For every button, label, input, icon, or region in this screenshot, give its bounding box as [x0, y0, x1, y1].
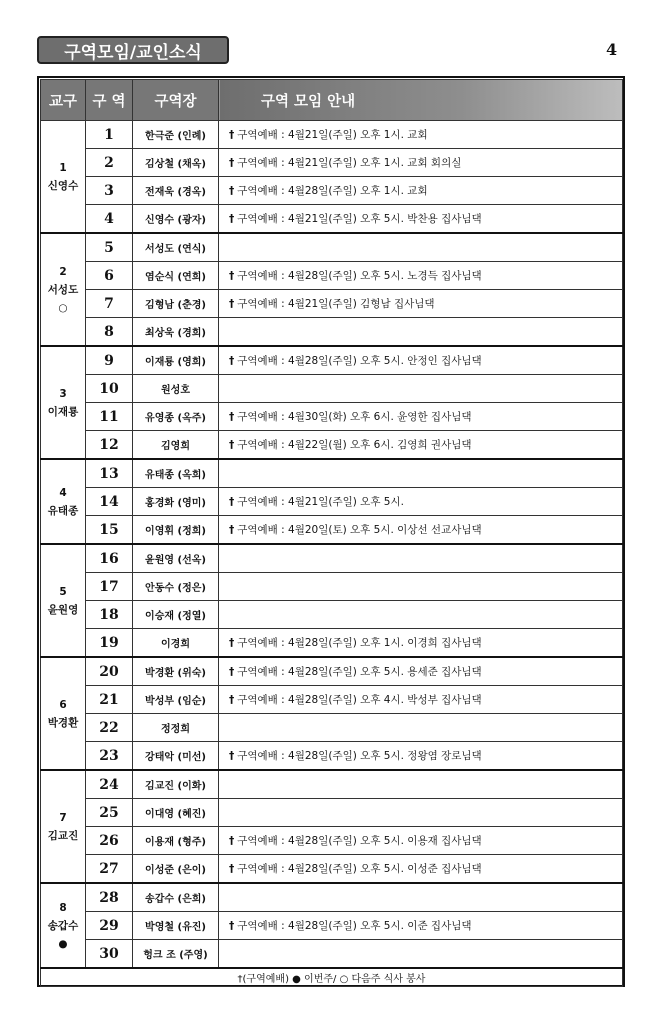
cross-icon: † — [229, 129, 235, 141]
parish-cell — [41, 544, 86, 657]
district-leader-name: 김형남 (춘경) — [133, 290, 219, 318]
table-row — [41, 657, 623, 686]
parish-number: 8 — [59, 901, 67, 914]
cross-icon: † — [229, 439, 235, 451]
district-number: 27 — [86, 855, 133, 884]
legend-row — [41, 968, 623, 987]
meeting-notice-text: 구역예배 : 4월21일(주일) 오후 1시. 교회 — [237, 129, 428, 141]
district-leader-name: 박성부 (임순) — [133, 686, 219, 714]
district-number: 29 — [86, 912, 133, 940]
district-number: 12 — [86, 431, 133, 460]
meeting-notice-text: 구역예배 : 4월30일(화) 오후 6시. 윤영한 집사님댁 — [237, 411, 472, 423]
meeting-notice-text: 구역예배 : 4월28일(주일) 오후 4시. 박성부 집사님댁 — [237, 694, 482, 706]
table-row — [41, 205, 623, 234]
table-row — [41, 149, 623, 177]
meeting-notice — [219, 827, 623, 855]
meeting-notice-text: 구역예배 : 4월28일(주일) 오후 5시. 노경득 집사님댁 — [237, 270, 482, 282]
cross-icon: † — [229, 524, 235, 536]
meeting-notice — [219, 459, 623, 488]
district-leader-name: 이대영 (혜진) — [133, 799, 219, 827]
table-row — [41, 629, 623, 658]
meeting-notice — [219, 403, 623, 431]
district-number: 6 — [86, 262, 133, 290]
district-number: 21 — [86, 686, 133, 714]
parish-number: 2 — [59, 265, 67, 278]
district-number: 9 — [86, 346, 133, 375]
meeting-notice — [219, 629, 623, 658]
table-row — [41, 601, 623, 629]
meeting-notice — [219, 318, 623, 347]
meeting-notice-text: 구역예배 : 4월21일(주일) 김형남 집사님댁 — [237, 298, 435, 310]
district-number: 11 — [86, 403, 133, 431]
parish-cell — [41, 233, 86, 346]
cross-icon: † — [229, 637, 235, 649]
district-number: 26 — [86, 827, 133, 855]
district-number: 16 — [86, 544, 133, 573]
district-meeting-table — [40, 79, 623, 987]
table-row — [41, 290, 623, 318]
cross-icon: † — [229, 213, 235, 225]
parish-leader: 송갑수 — [47, 919, 79, 932]
district-number: 15 — [86, 516, 133, 545]
district-leader-name: 이재룡 (영희) — [133, 346, 219, 375]
table-row — [41, 799, 623, 827]
parish-cell — [41, 459, 86, 544]
district-leader-name: 이영휘 (정희) — [133, 516, 219, 545]
table-row — [41, 403, 623, 431]
district-leader-name: 전재욱 (경옥) — [133, 177, 219, 205]
district-leader-name: 정정희 — [133, 714, 219, 742]
parish-leader: 김교진 — [47, 829, 79, 842]
parish-cell — [41, 770, 86, 883]
meeting-notice — [219, 262, 623, 290]
table-header-row — [41, 80, 623, 121]
cross-icon: † — [229, 185, 235, 197]
meeting-notice — [219, 714, 623, 742]
meeting-notice — [219, 177, 623, 205]
table-row — [41, 375, 623, 403]
meeting-notice — [219, 375, 623, 403]
parish-number: 7 — [59, 811, 67, 824]
district-number: 3 — [86, 177, 133, 205]
header-parish: 교구 — [41, 80, 86, 121]
meeting-notice-text: 구역예배 : 4월21일(주일) 오후 5시. — [237, 496, 404, 508]
parish-cell — [41, 121, 86, 234]
district-leader-name: 강태악 (미선) — [133, 742, 219, 771]
district-number: 19 — [86, 629, 133, 658]
district-leader-name: 이용재 (형주) — [133, 827, 219, 855]
cross-icon: † — [229, 496, 235, 508]
table-row — [41, 827, 623, 855]
table-body — [41, 121, 623, 969]
parish-number: 5 — [59, 585, 67, 598]
district-number: 7 — [86, 290, 133, 318]
table-row — [41, 770, 623, 799]
cross-icon: † — [229, 157, 235, 169]
district-leader-name: 염순식 (연희) — [133, 262, 219, 290]
section-title: 구역모임/교인소식 — [37, 36, 229, 64]
district-number: 28 — [86, 883, 133, 912]
meeting-notice — [219, 883, 623, 912]
cross-icon: † — [229, 920, 235, 932]
meeting-notice — [219, 516, 623, 545]
meeting-notice-text: 구역예배 : 4월28일(주일) 오후 5시. 정왕염 장로님댁 — [237, 750, 482, 762]
cross-icon: † — [229, 270, 235, 282]
table-row — [41, 459, 623, 488]
table-row — [41, 940, 623, 969]
district-number: 23 — [86, 742, 133, 771]
parish-leader: 유태종 — [47, 504, 79, 517]
meeting-notice-text: 구역예배 : 4월20일(토) 오후 5시. 이상선 선교사님댁 — [237, 524, 482, 536]
district-leader-name: 박경환 (위숙) — [133, 657, 219, 686]
meeting-notice-text: 구역예배 : 4월21일(주일) 오후 5시. 박찬용 집사님댁 — [237, 213, 482, 225]
district-number: 4 — [86, 205, 133, 234]
district-number: 10 — [86, 375, 133, 403]
district-number: 14 — [86, 488, 133, 516]
table-row — [41, 516, 623, 545]
meeting-notice-text: 구역예배 : 4월28일(주일) 오후 5시. 이용재 집사님댁 — [237, 835, 482, 847]
table-row — [41, 346, 623, 375]
page-number: 4 — [606, 40, 618, 59]
table-row — [41, 488, 623, 516]
parish-leader: 윤원영 — [47, 603, 79, 616]
district-leader-name: 송갑수 (은희) — [133, 883, 219, 912]
header-leader: 구역장 — [133, 80, 219, 121]
meeting-notice-text: 구역예배 : 4월28일(주일) 오후 5시. 용세준 집사님댁 — [237, 666, 482, 678]
cross-icon: † — [229, 666, 235, 678]
table-row — [41, 121, 623, 149]
table-row — [41, 431, 623, 460]
cross-icon: † — [229, 411, 235, 423]
table-row — [41, 714, 623, 742]
table-row — [41, 544, 623, 573]
district-leader-name: 이성준 (은이) — [133, 855, 219, 884]
parish-leader: 신영수 — [47, 179, 79, 192]
meeting-notice-text: 구역예배 : 4월28일(주일) 오후 5시. 이준 집사님댁 — [237, 920, 472, 932]
parish-cell — [41, 883, 86, 968]
cross-icon: † — [229, 750, 235, 762]
district-leader-name: 박영철 (유진) — [133, 912, 219, 940]
meeting-notice — [219, 431, 623, 460]
header-meeting-info: 구역 모임 안내 — [219, 80, 623, 121]
district-number: 17 — [86, 573, 133, 601]
district-leader-name: 한극준 (인례) — [133, 121, 219, 149]
district-number: 30 — [86, 940, 133, 969]
cross-icon: † — [229, 355, 235, 367]
table-row — [41, 883, 623, 912]
district-leader-name: 이경희 — [133, 629, 219, 658]
meeting-notice — [219, 601, 623, 629]
meeting-notice-text: 구역예배 : 4월28일(주일) 오후 5시. 안정인 집사님댁 — [237, 355, 482, 367]
meeting-notice — [219, 770, 623, 799]
meeting-notice — [219, 233, 623, 262]
parish-number: 4 — [59, 486, 67, 499]
table-row — [41, 686, 623, 714]
cross-icon: † — [229, 298, 235, 310]
meeting-notice-text: 구역예배 : 4월28일(주일) 오후 1시. 이경희 집사님댁 — [237, 637, 482, 649]
district-number: 18 — [86, 601, 133, 629]
district-leader-name: 유영종 (옥주) — [133, 403, 219, 431]
district-leader-name: 홍경화 (영미) — [133, 488, 219, 516]
meeting-notice — [219, 657, 623, 686]
district-leader-name: 신영수 (광자) — [133, 205, 219, 234]
parish-cell — [41, 657, 86, 770]
meeting-notice-text: 구역예배 : 4월28일(주일) 오후 1시. 교회 — [237, 185, 428, 197]
meeting-notice-text: 구역예배 : 4월28일(주일) 오후 5시. 이성준 집사님댁 — [237, 863, 482, 875]
parish-leader: 이재룡 — [47, 405, 79, 418]
district-leader-name: 유태종 (옥희) — [133, 459, 219, 488]
meeting-notice — [219, 799, 623, 827]
meeting-notice — [219, 205, 623, 234]
district-leader-name: 김상철 (채옥) — [133, 149, 219, 177]
district-leader-name: 이승재 (정열) — [133, 601, 219, 629]
cross-icon: † — [229, 835, 235, 847]
district-leader-name: 헝크 조 (주영) — [133, 940, 219, 969]
cross-icon: † — [229, 694, 235, 706]
parish-number: 6 — [59, 698, 67, 711]
district-number: 22 — [86, 714, 133, 742]
meal-service-marker: ○ — [58, 301, 68, 314]
district-leader-name: 김영희 — [133, 431, 219, 460]
meeting-notice — [219, 686, 623, 714]
table-row — [41, 233, 623, 262]
district-number: 8 — [86, 318, 133, 347]
parish-number: 3 — [59, 387, 67, 400]
district-leader-name: 윤원영 (선옥) — [133, 544, 219, 573]
meeting-notice — [219, 573, 623, 601]
table-row — [41, 912, 623, 940]
parish-leader: 박경환 — [47, 716, 79, 729]
parish-number: 1 — [59, 161, 67, 174]
table-row — [41, 262, 623, 290]
meal-service-marker: ● — [58, 937, 68, 950]
legend: †(구역예배) ● 이번주/ ○ 다음주 식사 봉사 — [41, 968, 623, 987]
table-row — [41, 742, 623, 771]
meeting-notice — [219, 742, 623, 771]
meeting-notice-text: 구역예배 : 4월22일(월) 오후 6시. 김영희 권사님댁 — [237, 439, 472, 451]
district-leader-name: 서성도 (연식) — [133, 233, 219, 262]
district-leader-name: 원성호 — [133, 375, 219, 403]
parish-leader: 서성도 — [47, 283, 79, 296]
district-leader-name: 안동수 (정은) — [133, 573, 219, 601]
meeting-notice — [219, 290, 623, 318]
district-number: 20 — [86, 657, 133, 686]
meeting-notice-text: 구역예배 : 4월21일(주일) 오후 1시. 교회 회의실 — [237, 157, 462, 169]
meeting-notice — [219, 855, 623, 884]
meeting-notice — [219, 912, 623, 940]
district-number: 24 — [86, 770, 133, 799]
meeting-notice — [219, 544, 623, 573]
meeting-notice — [219, 121, 623, 149]
table-row — [41, 573, 623, 601]
header-district: 구 역 — [86, 80, 133, 121]
meeting-notice — [219, 149, 623, 177]
district-number: 5 — [86, 233, 133, 262]
cross-icon: † — [229, 863, 235, 875]
district-number: 2 — [86, 149, 133, 177]
district-leader-name: 최상욱 (경희) — [133, 318, 219, 347]
table-row — [41, 318, 623, 347]
district-number: 13 — [86, 459, 133, 488]
table-row — [41, 855, 623, 884]
table-row — [41, 177, 623, 205]
district-leader-name: 김교진 (이화) — [133, 770, 219, 799]
meeting-notice — [219, 940, 623, 969]
meeting-notice — [219, 346, 623, 375]
meeting-notice — [219, 488, 623, 516]
district-number: 1 — [86, 121, 133, 149]
parish-cell — [41, 346, 86, 459]
district-number: 25 — [86, 799, 133, 827]
